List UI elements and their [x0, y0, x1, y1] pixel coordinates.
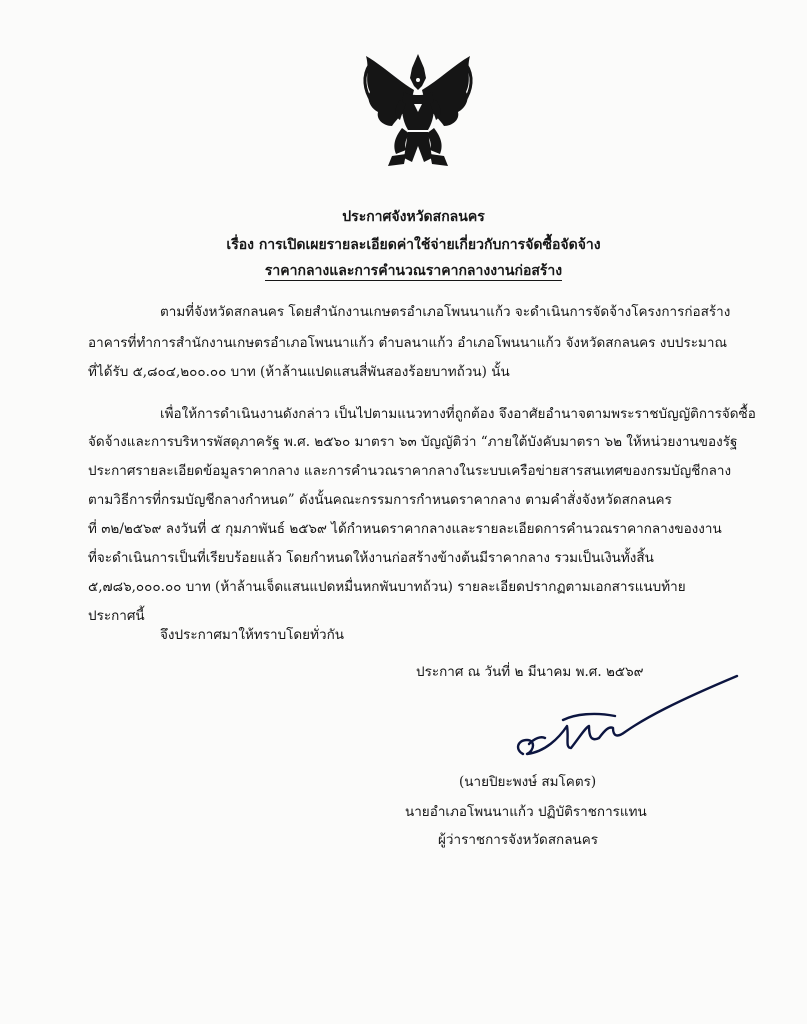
signer-name: (นายปิยะพงษ์ สมโคตร) [459, 774, 597, 790]
paragraph-2-line-2: จัดจ้างและการบริหารพัสดุภาครัฐ พ.ศ. ๒๕๖๐ มาตรา ๖๓ บัญญัติว่า “ภายใต้บังคับมาตรา ๖๒ ให้หน่วยงานของรัฐ [88, 434, 738, 450]
paragraph-2-line-4: ตามวิธีการที่กรมบัญชีกลางกำหนด” ดังนั้นคณะกรรมการกำหนดราคากลาง ตามคำสั่งจังหวัดสกลนคร [88, 492, 672, 508]
signer-position-1: นายอำเภอโพนนาแก้ว ปฏิบัติราชการแทน [405, 804, 647, 820]
garuda-emblem-icon [352, 50, 484, 168]
paragraph-2-line-7: ๕,๗๘๖,๐๐๐.๐๐ บาท (ห้าล้านเจ็ดแสนแปดหมื่นหกพันบาทถ้วน) รายละเอียดปรากฏตามเอกสารแนบท้าย [88, 579, 686, 595]
paragraph-1-line-3: ที่ได้รับ ๕,๘๐๔,๒๐๐.๐๐ บาท (ห้าล้านแปดแสนสี่พันสองร้อยบาทถ้วน) นั้น [88, 364, 510, 380]
announcement-subject: เรื่อง การเปิดเผยรายละเอียดค่าใช้จ่ายเกี่ยวกับการจัดซื้อจัดจ้าง [226, 237, 601, 253]
paragraph-2-line-5: ที่ ๓๒/๒๕๖๙ ลงวันที่ ๕ กุมภาพันธ์ ๒๕๖๙ ได้กำหนดราคากลางและรายละเอียดการคำนวณราคากลางของงาน [88, 521, 722, 537]
paragraph-2-line-1: เพื่อให้การดำเนินงานดังกล่าว เป็นไปตามแนวทางที่ถูกต้อง จึงอาศัยอำนาจตามพระราชบัญญัติการจัดซื้อ [160, 406, 756, 422]
announcement-subject-line2-text: ราคากลางและการคำนวณราคากลางงานก่อสร้าง [264, 263, 563, 279]
paragraph-1-line-1: ตามที่จังหวัดสกลนคร โดยสำนักงานเกษตรอำเภอโพนนาแก้ว จะดำเนินการจัดจ้างโครงการก่อสร้าง [160, 304, 731, 320]
announcement-subject-line2 [10, 260, 807, 282]
announcement-title: ประกาศจังหวัดสกลนคร [342, 209, 485, 225]
announcement-date: ประกาศ ณ วันที่ ๒ มีนาคม พ.ศ. ๒๕๖๙ [416, 664, 644, 680]
paragraph-3-line: จึงประกาศมาให้ทราบโดยทั่วกัน [160, 627, 344, 643]
handwritten-signature-icon [505, 668, 755, 763]
paragraph-2-line-6: ที่จะดำเนินการเป็นที่เรียบร้อยแล้ว โดยกำหนดให้งานก่อสร้างข้างต้นมีราคากลาง รวมเป็นเงินทั้งสิ้น [88, 550, 654, 566]
paragraph-2-line-3: ประกาศรายละเอียดข้อมูลราคากลาง และการคำนวณราคากลางในระบบเครือข่ายสารสนเทศของกรมบัญชีกลาง [88, 463, 732, 479]
signer-position-2: ผู้ว่าราชการจังหวัดสกลนคร [438, 832, 599, 848]
paragraph-1-line-2: อาคารที่ทำการสำนักงานเกษตรอำเภอโพนนาแก้ว ตำบลนาแก้ว อำเภอโพนนาแก้ว จังหวัดสกลนคร งบประมาณ [88, 335, 727, 351]
paragraph-2-line-8: ประกาศนี้ [88, 608, 145, 624]
